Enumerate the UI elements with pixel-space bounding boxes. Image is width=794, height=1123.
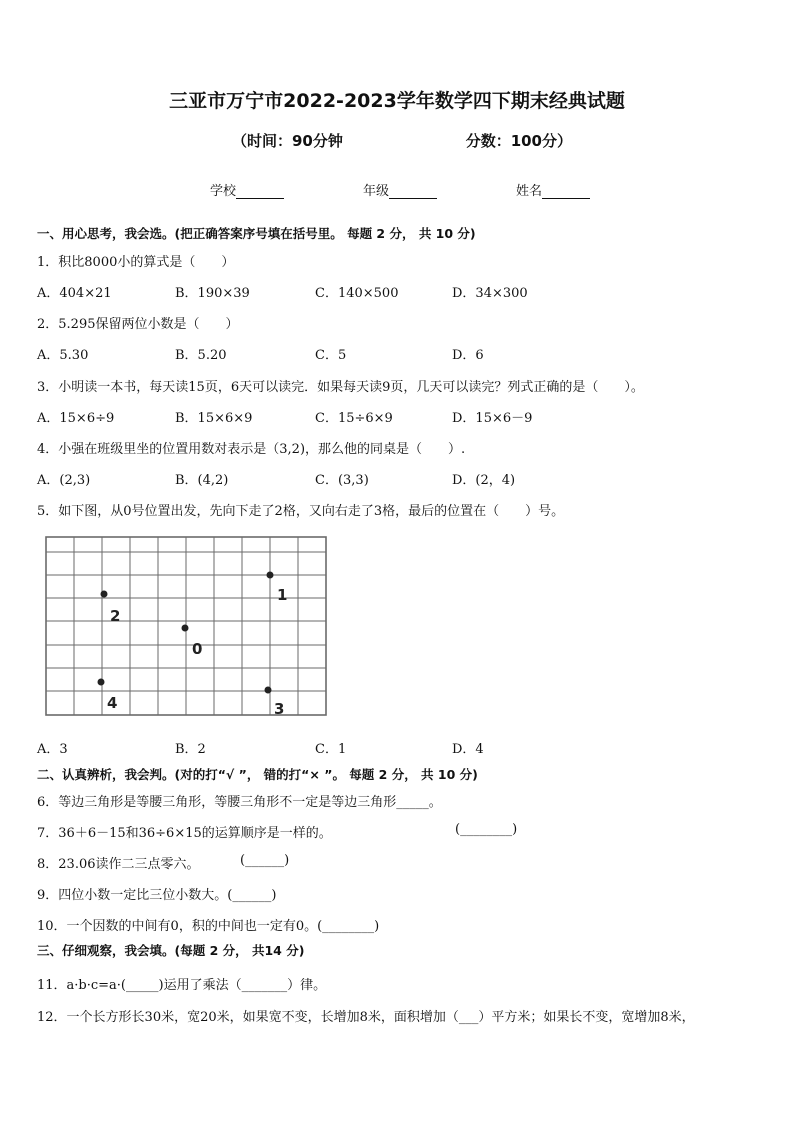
- position-grid: [44, 535, 328, 717]
- option-a[interactable]: A．5.30: [37, 348, 89, 363]
- question-12: 12．一个长方形长30米，宽20米，如果宽不变，长增加8米，面积增加（___）平方米；如果长不变，宽增加8米，: [37, 1010, 695, 1025]
- school-field[interactable]: 学校: [210, 180, 284, 199]
- question-9: 9．四位小数一定比三位小数大。(______): [37, 888, 277, 903]
- option-a[interactable]: A．404×21: [37, 286, 112, 301]
- option-c[interactable]: C．15÷6×9: [315, 411, 393, 426]
- option-b[interactable]: B．15×6×9: [175, 411, 253, 426]
- grade-field[interactable]: 年级: [363, 180, 437, 199]
- section-1-heading: 一、用心思考，我会选。(把正确答案序号填在括号里。 每题 2 分， 共 10 分): [37, 226, 476, 241]
- option-c[interactable]: C．140×500: [315, 286, 399, 301]
- option-d[interactable]: D．(2，4): [452, 473, 516, 488]
- point-1: [267, 572, 274, 579]
- point-3: [265, 687, 272, 694]
- option-d[interactable]: D．34×300: [452, 286, 528, 301]
- question-7: 7．36＋6－15和36÷6×15的运算顺序是一样的。: [37, 826, 332, 841]
- option-b[interactable]: B．190×39: [175, 286, 250, 301]
- question-3: 3．小明读一本书，每天读15页，6天可以读完．如果每天读9页，几天可以读完？列式正确的是（ ）。: [37, 380, 644, 395]
- grid-label-2: 2: [110, 607, 121, 625]
- option-a[interactable]: A．3: [37, 742, 68, 757]
- question-8: 8．23.06读作二三点零六。: [37, 857, 200, 872]
- question-8-answer-blank[interactable]: (______): [240, 853, 290, 868]
- option-b[interactable]: B．5.20: [175, 348, 227, 363]
- question-4: 4．小强在班级里坐的位置用数对表示是（3,2)，那么他的同桌是（ ）.: [37, 442, 466, 457]
- student-info: [210, 180, 590, 199]
- point-0: [182, 625, 189, 632]
- option-a[interactable]: A．15×6÷9: [37, 411, 115, 426]
- question-2: 2．5.295保留两位小数是（ ）: [37, 317, 239, 332]
- time-label: （时间：90分钟: [232, 132, 343, 150]
- section-3-heading: 三、仔细观察，我会填。(每题 2 分， 共14 分): [37, 943, 305, 958]
- grid-label-3: 3: [274, 700, 285, 717]
- grid-label-4: 4: [107, 694, 118, 712]
- grid-label-1: 1: [277, 586, 288, 604]
- question-7-answer-blank[interactable]: (________): [455, 822, 518, 837]
- section-2-heading: 二、认真辨析，我会判。(对的打“√ ”， 错的打“× ”。 每题 2 分， 共 10 分): [37, 767, 478, 782]
- option-c[interactable]: C．5: [315, 348, 347, 363]
- grid-label-0: 0: [192, 640, 203, 658]
- point-2: [101, 591, 108, 598]
- question-6: 6．等边三角形是等腰三角形，等腰三角形不一定是等边三角形_____。: [37, 795, 442, 810]
- name-field[interactable]: 姓名: [516, 180, 590, 199]
- point-4: [98, 679, 105, 686]
- question-10: 10．一个因数的中间有0，积的中间也一定有0。(________): [37, 919, 380, 934]
- exam-meta: [232, 130, 572, 151]
- score-label: 分数：100分）: [465, 132, 572, 150]
- option-c[interactable]: C．(3,3): [315, 473, 369, 488]
- option-b[interactable]: B．2: [175, 742, 206, 757]
- question-11: 11．a·b·c=a·(_____)运用了乘法（_______）律。: [37, 978, 327, 993]
- option-d[interactable]: D．4: [452, 742, 484, 757]
- option-c[interactable]: C．1: [315, 742, 347, 757]
- question-1: 1．积比8000小的算式是（ ）: [37, 255, 235, 270]
- option-b[interactable]: B．(4,2): [175, 473, 229, 488]
- option-d[interactable]: D．15×6－9: [452, 411, 533, 426]
- question-5: 5．如下图，从0号位置出发，先向下走了2格，又向右走了3格，最后的位置在（ ）号。: [37, 504, 565, 519]
- page-title: 三亚市万宁市2022-2023学年数学四下期末经典试题: [169, 90, 625, 112]
- option-a[interactable]: A．(2,3): [37, 473, 91, 488]
- option-d[interactable]: D．6: [452, 348, 484, 363]
